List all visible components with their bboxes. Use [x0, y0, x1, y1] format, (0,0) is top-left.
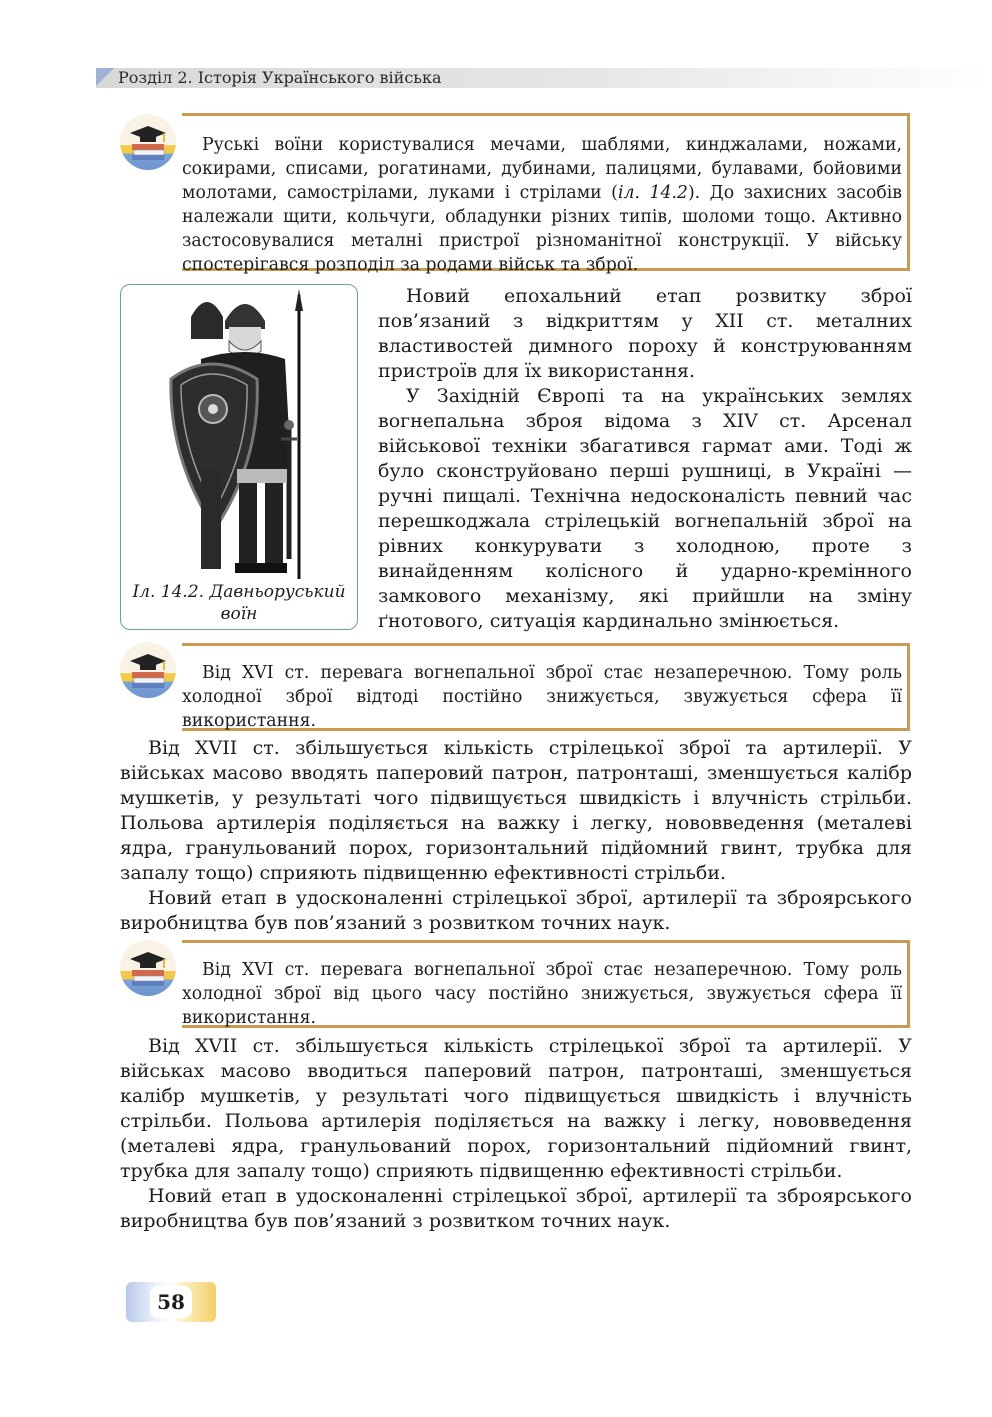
paragraph-text: У Західній Європі та на українських землях вогнепальна зброя відома з XIV ст. Арсенал військової техніки збагатився гармат ами. Тоді ж було сконструйовано перші рушниці, в Україні — ручні пищалі. Технічна недосконалість певний час перешкоджала стрілецькій вогнепальній зброї на рівних конкурувати з холодною, проте з винайденням колісного й ударно-кремінного замкового механізму, які прийшли на зміну ґнотового, ситуація кардинально змінюється. — [378, 385, 912, 632]
callout-box-2 — [182, 643, 910, 731]
paragraph-2 — [378, 384, 912, 634]
callout-text-2 — [182, 661, 902, 733]
callout-box-1 — [182, 113, 910, 275]
page-number: 58 — [150, 1286, 192, 1318]
paragraph-text: Від XVII ст. збільшується кількість стрілецької зброї та артилерії. У військах масово вводиться паперовий патрон, патронташі, зменшується калібр мушкетів, у результаті чого підвищується швидкість і влучність стрільби. Польова артилерія поділяється на важку і легку, нововведення (металеві ядра, гранульований порох, горизонтальний підйомний гвинт, трубка для запалу тощо) сприяють підвищенню ефективності стрільби. — [120, 1035, 912, 1182]
callout-text-part: Від XVI ст. перевага вогнепальної зброї стає незаперечною. Тому роль холодної зброї відтоді постійно знижується, звужується сфера її використання. — [182, 663, 902, 731]
callout-text-3 — [182, 958, 902, 1030]
paragraph-text: Новий етап в удосконаленні стрілецької зброї, артилерії та зброярського виробництва був пов’язаний з розвитком точних наук. — [120, 887, 912, 934]
callout-text-part: Руські воїни користувалися мечами, шаблями, кинджалами, ножами, сокирами, списами, рогатинами, дубинами, палицями, булавами, бойовими молотами, самострілами, луками і стрілами ( — [182, 135, 902, 203]
books-icon — [120, 114, 176, 170]
callout-text-1 — [182, 133, 902, 277]
paragraph-4 — [120, 886, 912, 936]
figure-caption: Іл. 14.2. Давньоруський воїн — [132, 582, 346, 624]
paragraph-text: Новий епохальний етап розвитку зброї пов’язаний з відкриттям у XII ст. металних властивостей димного пороху й конструюванням пристроїв для їх використання. — [378, 285, 912, 382]
paragraph-6 — [120, 1184, 912, 1234]
figure-reference: іл. 14.2 — [617, 183, 688, 203]
figure-frame — [120, 284, 358, 630]
paragraph-5 — [120, 1034, 912, 1184]
header-corner-icon — [96, 68, 114, 86]
books-icon — [120, 940, 176, 996]
paragraph-3 — [120, 736, 912, 886]
paragraph-1 — [378, 284, 912, 384]
chapter-title: Розділ 2. Історія Українського війська — [118, 68, 442, 87]
callout-box-3 — [182, 940, 910, 1028]
paragraph-text: Від XVII ст. збільшується кількість стрілецької зброї та артилерії. У військах масово вводять паперовий патрон, патронташі, зменшується калібр мушкетів, у результаті чого підвищується швидкість і влучність стрільби. Польова артилерія поділяється на важку і легку, нововведення (металеві ядра, гранульований порох, горизонтальний підйомний гвинт, трубка для запалу тощо) сприяють підвищенню ефективності стрільби. — [120, 737, 912, 884]
callout-text-part: ). До захисних засобів належали щити, кольчуги, обладунки різних типів, шоломи тощо. Активно застосовувалися металні пристрої різноманітної конструкції. У війську спостерігався розподіл за родами військ та зброї. — [182, 183, 903, 275]
warrior-illustration — [161, 289, 321, 579]
books-icon — [120, 642, 176, 698]
callout-text-part: Від XVI ст. перевага вогнепальної зброї стає незаперечною. Тому роль холодної зброї від цього часу постійно знижується, звужується сфера її використання. — [182, 960, 902, 1028]
paragraph-text: Новий етап в удосконаленні стрілецької зброї, артилерії та зброярського виробництва був пов’язаний з розвитком точних наук. — [120, 1185, 912, 1232]
